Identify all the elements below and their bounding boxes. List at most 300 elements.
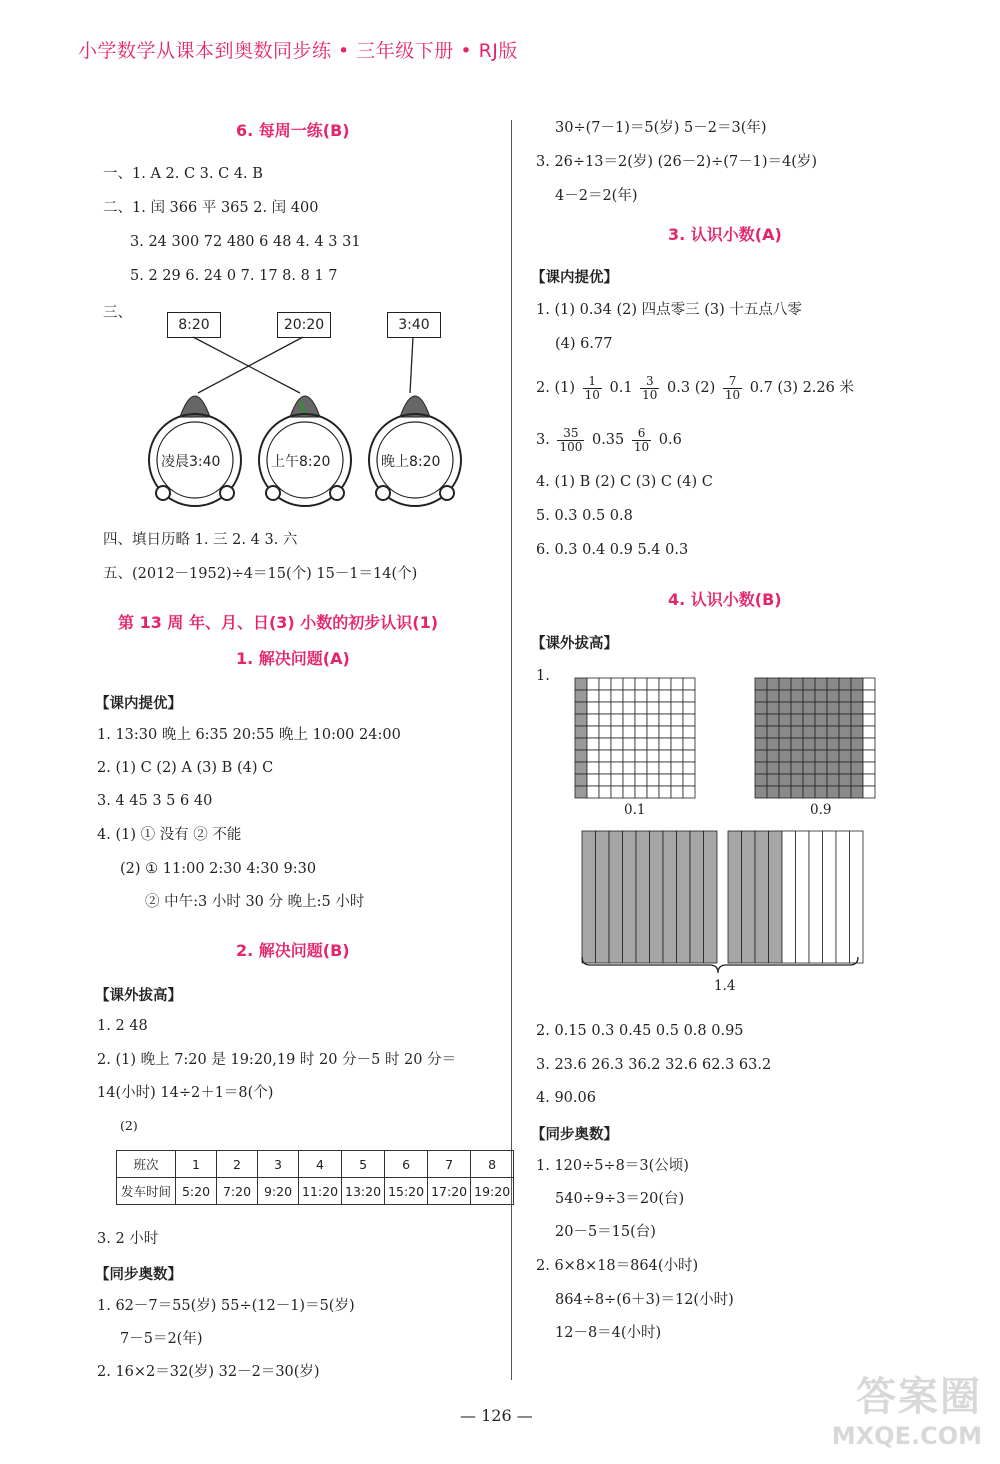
grid-cell (659, 678, 671, 690)
grid-cell (863, 774, 875, 786)
answer-label: 三、 (103, 305, 132, 321)
table-cell: 5:20 (176, 1178, 217, 1205)
watermark (832, 1365, 982, 1450)
text: 3. (536, 432, 550, 448)
match-line (193, 337, 300, 393)
grid-cell (815, 786, 827, 798)
denominator: 10 (633, 439, 650, 454)
grid-cell (582, 831, 596, 963)
grid-cell (803, 690, 815, 702)
answer-line: 6. 0.3 0.4 0.9 5.4 0.3 (536, 542, 689, 558)
grid-cell (815, 714, 827, 726)
grid-cell (791, 690, 803, 702)
answer-line: 14(小时) 14÷2＋1＝8(个) (97, 1085, 274, 1101)
grid-cell (827, 678, 839, 690)
grid-cell (839, 690, 851, 702)
grid-cell (836, 831, 850, 963)
grid-cell (623, 774, 635, 786)
section-title: 4. 认识小数(B) (668, 590, 782, 609)
match-line (410, 337, 413, 393)
table-cell: 6 (385, 1151, 428, 1178)
grid-cell (587, 678, 599, 690)
grid-cell (659, 714, 671, 726)
answer-line: 1. 62－7＝55(岁) 55÷(12－1)＝5(岁) (97, 1298, 355, 1314)
grid-cell (851, 678, 863, 690)
grid-cell (575, 690, 587, 702)
answer-line: 2. (1) C (2) A (3) B (4) C (97, 760, 274, 776)
answer-line: 1. (536, 668, 550, 684)
fraction (583, 375, 602, 402)
grid-cell (611, 714, 623, 726)
grid-cell (791, 726, 803, 738)
grid-cell (647, 702, 659, 714)
grid-cell (839, 786, 851, 798)
grid-cell (683, 714, 695, 726)
strip-square-full (582, 831, 717, 963)
grid-cell (599, 714, 611, 726)
grid-cell (587, 690, 599, 702)
text: 2. (1) (536, 380, 575, 396)
grid-cell (863, 726, 875, 738)
grid-cell (647, 774, 659, 786)
grid-cell (611, 750, 623, 762)
answer-line: 1. 120÷5÷8＝3(公顷) (536, 1158, 689, 1174)
match-line (198, 337, 303, 393)
table-cell: 17:20 (428, 1178, 471, 1205)
grid-cell (755, 738, 767, 750)
answer-line: (2) ① 11:00 2:30 4:30 9:30 (120, 861, 317, 877)
grid-cell (683, 786, 695, 798)
grid-cell (863, 714, 875, 726)
answer-line: 1. (1) 0.34 (2) 四点零三 (3) 十五点八零 (536, 302, 802, 318)
grid-cell (599, 750, 611, 762)
time-box: 3:40 (387, 312, 441, 338)
grid-cell (623, 762, 635, 774)
grid-cell (863, 702, 875, 714)
answer-line-fractions (536, 422, 682, 458)
grid-cell (659, 786, 671, 798)
grid-cell (827, 702, 839, 714)
grid-cell (575, 726, 587, 738)
grid-cell (779, 714, 791, 726)
grid-cell (755, 786, 767, 798)
grid-cell (635, 774, 647, 786)
fraction (640, 375, 659, 402)
grid-cell (659, 702, 671, 714)
grid-cell (815, 702, 827, 714)
grid-cell (863, 678, 875, 690)
grid-cell (671, 678, 683, 690)
grid-cell (803, 738, 815, 750)
grid-cell (671, 714, 683, 726)
table-cell: 5 (342, 1151, 385, 1178)
grid-cell (575, 714, 587, 726)
denominator: 10 (642, 387, 658, 402)
grid-cell (791, 786, 803, 798)
grid-cell (803, 702, 815, 714)
grid-cell (659, 738, 671, 750)
grid-cell (683, 678, 695, 690)
grid-cell (755, 726, 767, 738)
grid-cell (809, 831, 823, 963)
grid-cell (827, 750, 839, 762)
watermark-url: MXQE.COM (831, 1422, 982, 1450)
grid-cell (779, 738, 791, 750)
grid-cell (599, 690, 611, 702)
grid-cell (635, 702, 647, 714)
grid-cell (755, 831, 769, 963)
bus-schedule-table (116, 1150, 514, 1205)
answer-line: 4. 90.06 (536, 1090, 596, 1106)
grid-cell (815, 762, 827, 774)
table-cell: 13:20 (342, 1178, 385, 1205)
grid-cell (827, 774, 839, 786)
strip-square-partial (728, 831, 863, 963)
grid-cell (575, 750, 587, 762)
answer-line: (2) (120, 1118, 138, 1133)
grid-cell (839, 702, 851, 714)
grid-cell (839, 678, 851, 690)
numerator: 1 (583, 375, 602, 389)
table-cell: 9:20 (258, 1178, 299, 1205)
grid-cell (575, 678, 587, 690)
grid-cell (659, 762, 671, 774)
grid-cell (663, 831, 677, 963)
grid-cell (636, 831, 650, 963)
grid-cell (647, 786, 659, 798)
grid-cell (599, 786, 611, 798)
table-cell: 7:20 (217, 1178, 258, 1205)
time-box: 20:20 (277, 312, 331, 338)
grid-cell (599, 726, 611, 738)
grid-cell (769, 831, 783, 963)
clock-label: 上午8:20 (271, 454, 331, 470)
answer-line: 5. 0.3 0.5 0.8 (536, 508, 633, 524)
section-title-weekly: 6. 每周一练(B) (236, 121, 350, 140)
clock-matching-diagram (140, 335, 480, 510)
grid-cell (599, 678, 611, 690)
grid-cell (623, 738, 635, 750)
table-cell: 4 (299, 1151, 342, 1178)
grid-cell (611, 702, 623, 714)
grid-0.1 (575, 678, 695, 798)
grid-cell (851, 690, 863, 702)
table-cell: 19:20 (471, 1178, 514, 1205)
grid-cell (767, 714, 779, 726)
text: 0.3 (2) (667, 380, 716, 396)
decimal-grids-diagram (570, 675, 880, 975)
grid-cell (635, 786, 647, 798)
grid-cell (823, 831, 837, 963)
grid-cell (587, 702, 599, 714)
answer-line: 12－8＝4(小时) (555, 1325, 662, 1341)
grid-cell (671, 774, 683, 786)
grid-cell (863, 690, 875, 702)
text: 0.7 (3) 2.26 米 (749, 380, 854, 396)
grid-cell (623, 750, 635, 762)
section-title: 3. 认识小数(A) (668, 225, 782, 244)
grid-cell (647, 714, 659, 726)
grid-cell (755, 702, 767, 714)
bracket-heading: 【课外拔高】 (95, 988, 182, 1004)
answer-line: 四、填日历略 1. 三 2. 4 3. 六 (103, 532, 298, 548)
answer-line: 3. 23.6 26.3 36.2 32.6 62.3 63.2 (536, 1057, 772, 1073)
grid-cell (635, 762, 647, 774)
grid-label: 1.4 (714, 978, 736, 994)
grid-cell (851, 738, 863, 750)
answer-line: 2. 6×8×18＝864(小时) (536, 1258, 699, 1274)
grid-cell (851, 774, 863, 786)
grid-cell (611, 678, 623, 690)
grid-cell (815, 726, 827, 738)
grid-cell (779, 726, 791, 738)
grid-0.9 (755, 678, 875, 798)
watermark-text: 答案圈 (856, 1374, 982, 1420)
grid-cell (815, 678, 827, 690)
grid-cell (839, 762, 851, 774)
grid-cell (623, 831, 637, 963)
bracket-heading: 【同步奥数】 (95, 1267, 182, 1283)
answer-line: 1. 2 48 (97, 1018, 148, 1034)
grid-cell (611, 762, 623, 774)
grid-cell (755, 750, 767, 762)
grid-cell (683, 750, 695, 762)
grid-cell (599, 774, 611, 786)
grid-cell (635, 750, 647, 762)
numerator: 3 (640, 375, 659, 389)
clock-label: 晚上8:20 (381, 454, 441, 470)
answer-line: 五、(2012－1952)÷4＝15(个) 15－1＝14(个) (103, 566, 418, 582)
grid-cell (647, 690, 659, 702)
table-cell: 班次 (117, 1151, 176, 1178)
grid-cell (647, 762, 659, 774)
grid-cell (683, 690, 695, 702)
grid-cell (767, 774, 779, 786)
grid-cell (779, 774, 791, 786)
grid-cell (683, 774, 695, 786)
table-cell: 3 (258, 1151, 299, 1178)
grid-cell (659, 750, 671, 762)
grid-cell (635, 678, 647, 690)
text: 0.6 (658, 432, 682, 448)
clock-label: 凌晨3:40 (161, 454, 221, 470)
grid-cell (599, 762, 611, 774)
grid-cell (767, 678, 779, 690)
answer-line: 3. 26÷13＝2(岁) (26－2)÷(7－1)＝4(岁) (536, 154, 818, 170)
grid-cell (803, 774, 815, 786)
grid-cell (742, 831, 756, 963)
grid-cell (635, 726, 647, 738)
grid-cell (599, 738, 611, 750)
grid-cell (851, 726, 863, 738)
text: 0.35 (591, 432, 625, 448)
answer-line: 4. (1) B (2) C (3) C (4) C (536, 474, 713, 490)
grid-cell (755, 714, 767, 726)
grid-cell (623, 726, 635, 738)
grid-cell (575, 786, 587, 798)
grid-cell (791, 774, 803, 786)
grid-cell (851, 702, 863, 714)
grid-cell (659, 690, 671, 702)
grid-cell (671, 786, 683, 798)
grid-cell (647, 738, 659, 750)
grid-cell (782, 831, 796, 963)
numerator: 6 (632, 427, 651, 441)
table-cell: 15:20 (385, 1178, 428, 1205)
grid-cell (671, 726, 683, 738)
grid-cell (635, 690, 647, 702)
grid-cell (623, 690, 635, 702)
grid-cell (611, 690, 623, 702)
grid-cell (575, 702, 587, 714)
grid-cell (755, 690, 767, 702)
bracket-heading: 【同步奥数】 (531, 1127, 618, 1143)
grid-cell (755, 762, 767, 774)
grid-cell (803, 726, 815, 738)
table-cell: 2 (217, 1151, 258, 1178)
answer-line: 3. 2 小时 (97, 1231, 159, 1247)
grid-cell (767, 726, 779, 738)
grid-cell (755, 678, 767, 690)
grid-cell (863, 750, 875, 762)
grid-cell (815, 750, 827, 762)
answer-line: (4) 6.77 (555, 336, 613, 352)
grid-cell (599, 702, 611, 714)
table-cell: 11:20 (299, 1178, 342, 1205)
grid-cell (863, 762, 875, 774)
grid-cell (796, 831, 810, 963)
time-box: 8:20 (167, 312, 221, 338)
grid-cell (611, 738, 623, 750)
answer-line: 3. 4 45 3 5 6 40 (97, 793, 213, 809)
answer-line: ② 中午:3 小时 30 分 晚上:5 小时 (145, 894, 365, 910)
table-cell: 1 (176, 1151, 217, 1178)
grid-cell (683, 702, 695, 714)
grid-cell (839, 750, 851, 762)
answer-line: 一、1. A 2. C 3. C 4. B (103, 166, 263, 182)
table-row (117, 1151, 514, 1178)
grid-cell (791, 762, 803, 774)
grid-cell (767, 786, 779, 798)
denominator: 10 (584, 387, 600, 402)
answer-line: 2. 0.15 0.3 0.45 0.5 0.8 0.95 (536, 1023, 744, 1039)
grid-cell (623, 702, 635, 714)
grid-cell (851, 786, 863, 798)
grid-cell (827, 726, 839, 738)
grid-cell (611, 786, 623, 798)
table-row (117, 1178, 514, 1205)
grid-cell (690, 831, 704, 963)
grid-cell (791, 750, 803, 762)
grid-cell (803, 714, 815, 726)
answer-line: 7－5＝2(年) (120, 1331, 203, 1347)
grid-cell (839, 774, 851, 786)
answer-line: 5. 2 29 6. 24 0 7. 17 8. 8 1 7 (130, 268, 338, 284)
grid-cell (671, 702, 683, 714)
grid-cell (850, 831, 864, 963)
table-cell: 8 (471, 1151, 514, 1178)
grid-cell (647, 726, 659, 738)
grid-cell (596, 831, 610, 963)
grid-cell (575, 762, 587, 774)
grid-cell (767, 690, 779, 702)
grid-cell (863, 786, 875, 798)
grid-cell (851, 762, 863, 774)
grid-cell (779, 690, 791, 702)
grid-cell (803, 750, 815, 762)
grid-cell (803, 678, 815, 690)
grid-cell (839, 714, 851, 726)
grid-label: 0.1 (624, 802, 646, 818)
grid-cell (815, 690, 827, 702)
grid-cell (611, 726, 623, 738)
answer-line: 2. (1) 晚上 7:20 是 19:20,19 时 20 分－5 时 20 分＝ (97, 1052, 457, 1068)
bracket-heading: 【课外拔高】 (531, 636, 618, 652)
answer-line: 2. 16×2＝32(岁) 32－2＝30(岁) (97, 1364, 320, 1380)
grid-cell (827, 690, 839, 702)
page-number: — 126 — (460, 1406, 533, 1425)
week-title: 第 13 周 年、月、日(3) 小数的初步认识(1) (118, 613, 439, 632)
section-title: 1. 解决问题(A) (236, 649, 350, 668)
grid-cell (803, 786, 815, 798)
bracket-heading: 【课内提优】 (95, 696, 182, 712)
grid-cell (647, 678, 659, 690)
grid-cell (587, 726, 599, 738)
denominator: 100 (559, 439, 583, 454)
fraction (557, 427, 584, 454)
grid-cell (767, 738, 779, 750)
answer-line: 二、1. 闰 366 平 365 2. 闰 400 (103, 200, 319, 216)
grid-cell (587, 762, 599, 774)
page-header: 小学数学从课本到奥数同步练 • 三年级下册 • RJ版 (78, 40, 518, 62)
grid-cell (671, 750, 683, 762)
grid-cell (677, 831, 691, 963)
answer-line-fractions (536, 370, 854, 406)
grid-cell (791, 714, 803, 726)
grid-cell (767, 762, 779, 774)
grid-cell (704, 831, 718, 963)
grid-cell (755, 774, 767, 786)
grid-cell (635, 714, 647, 726)
numerator: 7 (723, 375, 742, 389)
grid-cell (635, 738, 647, 750)
grid-cell (803, 762, 815, 774)
grid-cell (683, 762, 695, 774)
grid-cell (683, 738, 695, 750)
grid-cell (839, 738, 851, 750)
grid-cell (779, 762, 791, 774)
grid-cell (671, 738, 683, 750)
grid-cell (575, 738, 587, 750)
fraction (632, 427, 651, 454)
table-cell: 发车时间 (117, 1178, 176, 1205)
grid-cell (587, 714, 599, 726)
grid-cell (791, 738, 803, 750)
grid-label: 0.9 (810, 802, 832, 818)
grid-cell (587, 738, 599, 750)
grid-cell (815, 738, 827, 750)
grid-cell (839, 726, 851, 738)
grid-cell (767, 750, 779, 762)
grid-cell (779, 750, 791, 762)
grid-cell (623, 786, 635, 798)
grid-cell (851, 714, 863, 726)
grid-cell (779, 786, 791, 798)
table-cell: 7 (428, 1151, 471, 1178)
grid-cell (683, 726, 695, 738)
grid-cell (791, 678, 803, 690)
grid-cell (851, 750, 863, 762)
